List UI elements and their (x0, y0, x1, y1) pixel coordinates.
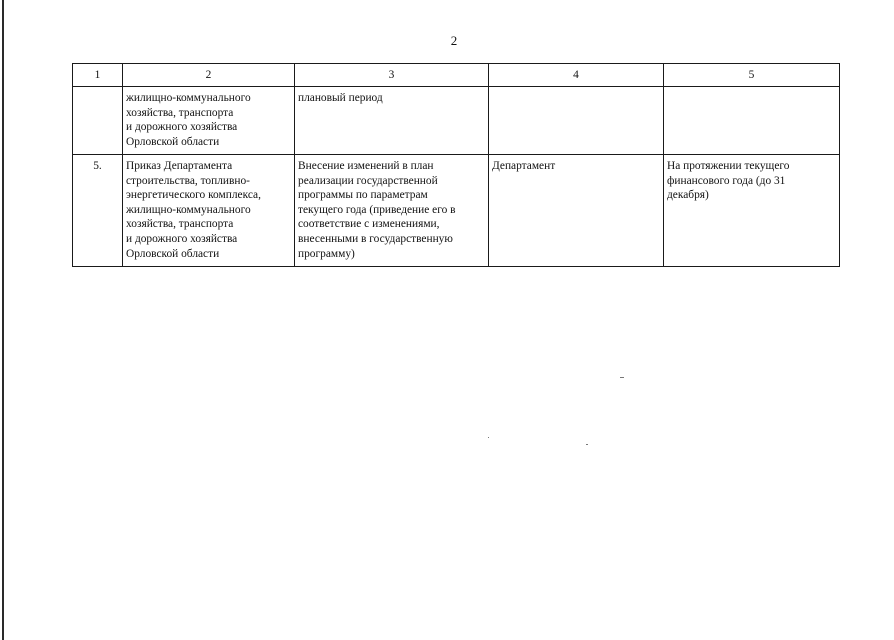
scan-speck (586, 444, 588, 445)
executor-cell (489, 87, 664, 155)
table-row (73, 87, 840, 155)
action-cell: Внесение изменений в план реализации государственной программы по параметрам текущего года (приведение его в соответствие с изменениями, внесенными в государственную программу) (295, 155, 489, 267)
action-cell: плановый период (295, 87, 489, 155)
column-header-3: 3 (295, 64, 489, 87)
row-number-cell (73, 87, 123, 155)
plan-table (72, 63, 840, 267)
scan-speck (488, 437, 489, 438)
deadline-cell: На протяжении текущего финансового года (до 31 декабря) (664, 155, 840, 267)
column-header-5: 5 (664, 64, 840, 87)
deadline-cell (664, 87, 840, 155)
document-cell: жилищно-коммунального хозяйства, транспорта и дорожного хозяйства Орловской области (123, 87, 295, 155)
document-cell: Приказ Департамента строительства, топливно- энергетического комплекса, жилищно-коммунального хозяйства, транспорта и дорожного хозяйства Орловской области (123, 155, 295, 267)
column-header-2: 2 (123, 64, 295, 87)
table-header-row (73, 64, 840, 87)
column-header-4: 4 (489, 64, 664, 87)
executor-cell: Департамент (489, 155, 664, 267)
page-edge (2, 0, 4, 640)
column-header-1: 1 (73, 64, 123, 87)
row-number-cell: 5. (73, 155, 123, 267)
scan-speck (620, 377, 624, 378)
table-row (73, 155, 840, 267)
page-number: 2 (450, 33, 458, 48)
